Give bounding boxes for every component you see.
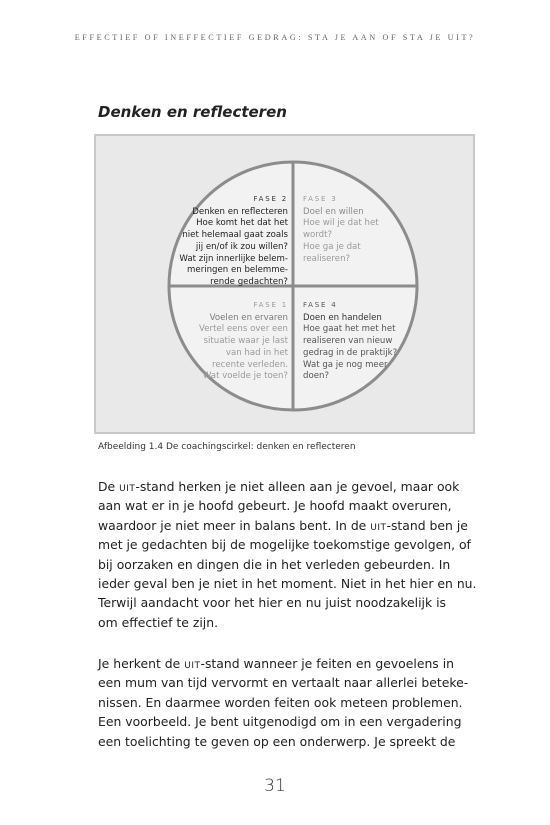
quadrant-fase-label: FASE 4 — [303, 301, 338, 309]
small-caps-term: uit — [370, 517, 387, 533]
paragraph-line: met je gedachten bij de mogelijke toekomstige gevolgen, of — [98, 537, 471, 553]
quadrant-title: Voelen en ervaren — [209, 312, 288, 323]
page-number: 31 — [264, 776, 286, 796]
paragraph-line — [98, 516, 468, 535]
paragraph-line: ieder geval ben je niet in het moment. Niet in het hier en nu. — [98, 576, 477, 592]
text-run: De — [98, 479, 120, 494]
paragraph-line: Een voorbeeld. Je bent uitgenodigd om in een vergadering — [98, 714, 462, 730]
quadrant-line: Hoe gaat het met het — [303, 324, 396, 335]
paragraph-line — [98, 654, 458, 673]
quadrant-line: realiseren van nieuw — [303, 336, 393, 347]
quadrant-fase-1 — [168, 300, 288, 383]
paragraph-line: Terwijl aandacht voor het hier en nu juist noodzakelijk is — [98, 595, 447, 611]
quadrant-line: wordt? — [303, 230, 333, 241]
quadrant-line: doen? — [303, 371, 330, 382]
quadrant-line: recente verleden. — [212, 359, 288, 370]
figure-caption: Afbeelding 1.4 De coachingscirkel: denken en reflecteren — [98, 442, 356, 452]
quadrant-line: Wat zijn innerlijke belem- — [179, 253, 288, 264]
small-caps-term: uit — [184, 656, 201, 671]
paragraph-line: aan wat er in je hoofd gebeurt. Je hoofd maakt overuren, — [98, 498, 452, 514]
quadrant-title: Doen en handelen — [303, 312, 382, 323]
quadrant-line: jij en/of ik zou willen? — [195, 241, 288, 252]
text-run: -stand herken je niet alleen aan je gevoel, maar ook — [135, 479, 460, 494]
paragraph-line: een toelichting te geven op een onderwerp. Je spreekt de — [98, 733, 456, 749]
quadrant-line: Vertel eens over een — [199, 324, 288, 335]
quadrant-line: Hoe wil je dat het — [303, 218, 379, 229]
body-paragraph-1 — [98, 477, 477, 632]
quadrant-line: Hoe komt het dat het — [196, 218, 288, 229]
text-run: -stand ben je — [386, 517, 468, 533]
paragraph-line — [98, 477, 458, 496]
quadrant-fase-3 — [303, 194, 423, 265]
coaching-circle-figure — [94, 134, 475, 434]
paragraph-line: om effectief te zijn. — [98, 614, 219, 630]
paragraph-line: bij oorzaken en dingen die in het verleden gebeurden. In — [98, 556, 451, 572]
quadrant-line: realiseren? — [303, 253, 351, 264]
text-run: Je herkent de — [98, 656, 185, 671]
paragraph-line: nissen. En daarmee worden feiten ook meteen problemen. — [98, 694, 463, 710]
quadrant-line: Wat ga je nog meer — [303, 359, 388, 370]
quadrant-line: Hoe ga je dat — [303, 241, 361, 252]
text-run: -stand wanneer je feiten en gevoelens in — [200, 656, 454, 671]
quadrant-fase-4 — [303, 300, 423, 383]
body-paragraph-2 — [98, 654, 469, 751]
quadrant-fase-2 — [168, 194, 288, 289]
quadrant-line: rende gedachten? — [210, 276, 288, 287]
quadrant-title: Denken en reflecteren — [192, 206, 288, 217]
quadrant-line: meringen en belemme- — [187, 265, 288, 276]
text-run: waardoor je niet meer in balans bent. In de — [98, 517, 371, 533]
quadrant-fase-label: FASE 3 — [303, 195, 338, 203]
quadrant-line: niet helemaal gaat zoals — [182, 230, 288, 241]
quadrant-line: gedrag in de praktijk? — [303, 347, 398, 358]
quadrant-line: situatie waar je last — [203, 336, 288, 347]
section-title: Denken en reflecteren — [98, 103, 287, 121]
quadrant-line: Wat voelde je toen? — [202, 371, 288, 382]
paragraph-line: een mum van tijd vervormt en vertaalt naar allerlei beteke- — [98, 675, 469, 691]
quadrant-fase-label: FASE 2 — [253, 195, 288, 203]
quadrant-fase-label: FASE 1 — [253, 301, 288, 309]
small-caps-term: uit — [119, 479, 136, 494]
quadrant-title: Doel en willen — [303, 206, 364, 217]
running-head: EFFECTIEF OF INEFFECTIEF GEDRAG: STA JE AAN OF STA JE UIT? — [74, 33, 476, 42]
quadrant-line: van had in het — [225, 347, 288, 358]
